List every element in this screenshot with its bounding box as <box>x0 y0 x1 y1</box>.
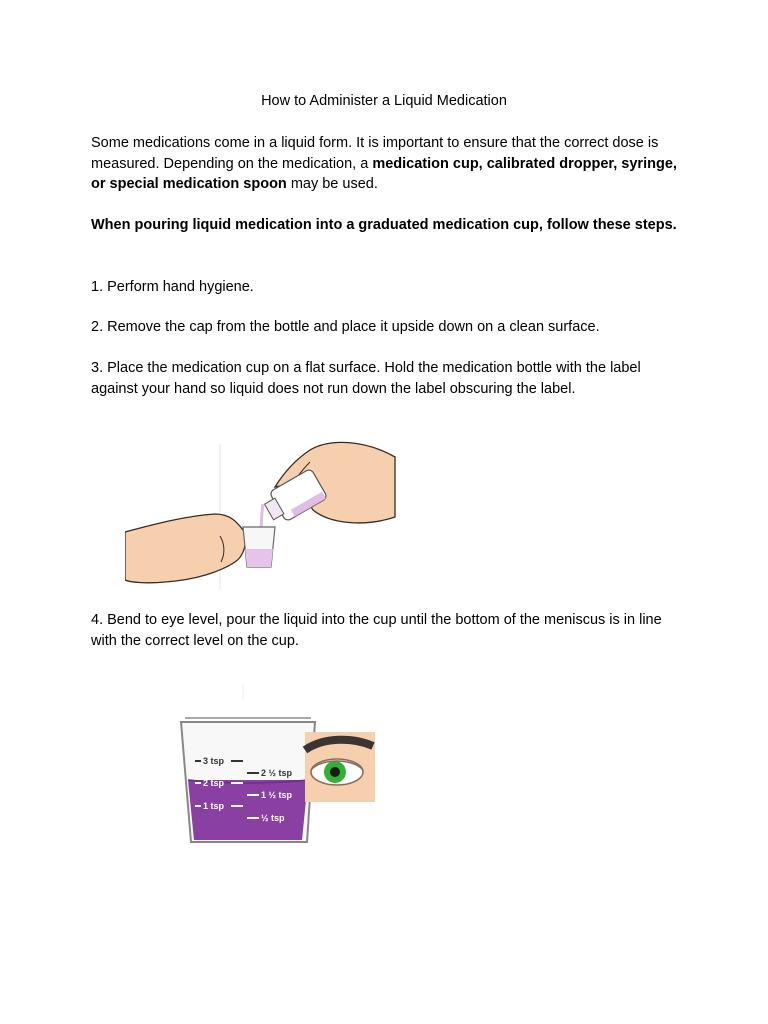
step-2: 2. Remove the cap from the bottle and place it upside down on a clean surface. <box>91 319 600 335</box>
measuring-cup-illustration <box>155 680 380 845</box>
left-hand <box>125 514 245 583</box>
label-1-half-tsp: 1 ½ tsp <box>261 790 293 800</box>
label-half-tsp: ½ tsp <box>261 813 285 823</box>
intro-bold-text: medication cup, calibrated dropper, syringe, or special medication spoon <box>91 155 677 192</box>
step-1: 1. Perform hand hygiene. <box>91 279 254 295</box>
step-3: 3. Place the medication cup on a flat surface. Hold the medication bottle with the label against your hand so liquid does not run down the label obscuring the label. <box>91 360 641 397</box>
label-2-half-tsp: 2 ½ tsp <box>261 768 293 778</box>
pouring-illustration <box>125 432 400 592</box>
intro-text-1: Some medications come in a liquid form. It is important to ensure that the correct dose is measured. Depending on the medication, a <box>91 135 659 172</box>
intro-paragraph <box>91 133 681 195</box>
label-2tsp: 2 tsp <box>203 778 225 788</box>
label-3tsp: 3 tsp <box>203 756 225 766</box>
step-4: 4. Bend to eye level, pour the liquid into the cup until the bottom of the meniscus is in line with the correct level on the cup. <box>91 612 662 649</box>
steps-heading: When pouring liquid medication into a graduated medication cup, follow these steps. <box>91 217 677 233</box>
cup-liquid <box>245 549 273 567</box>
intro-text-2: may be used. <box>286 176 378 192</box>
label-1tsp: 1 tsp <box>203 801 225 811</box>
page-title: How to Administer a Liquid Medication <box>261 93 507 109</box>
